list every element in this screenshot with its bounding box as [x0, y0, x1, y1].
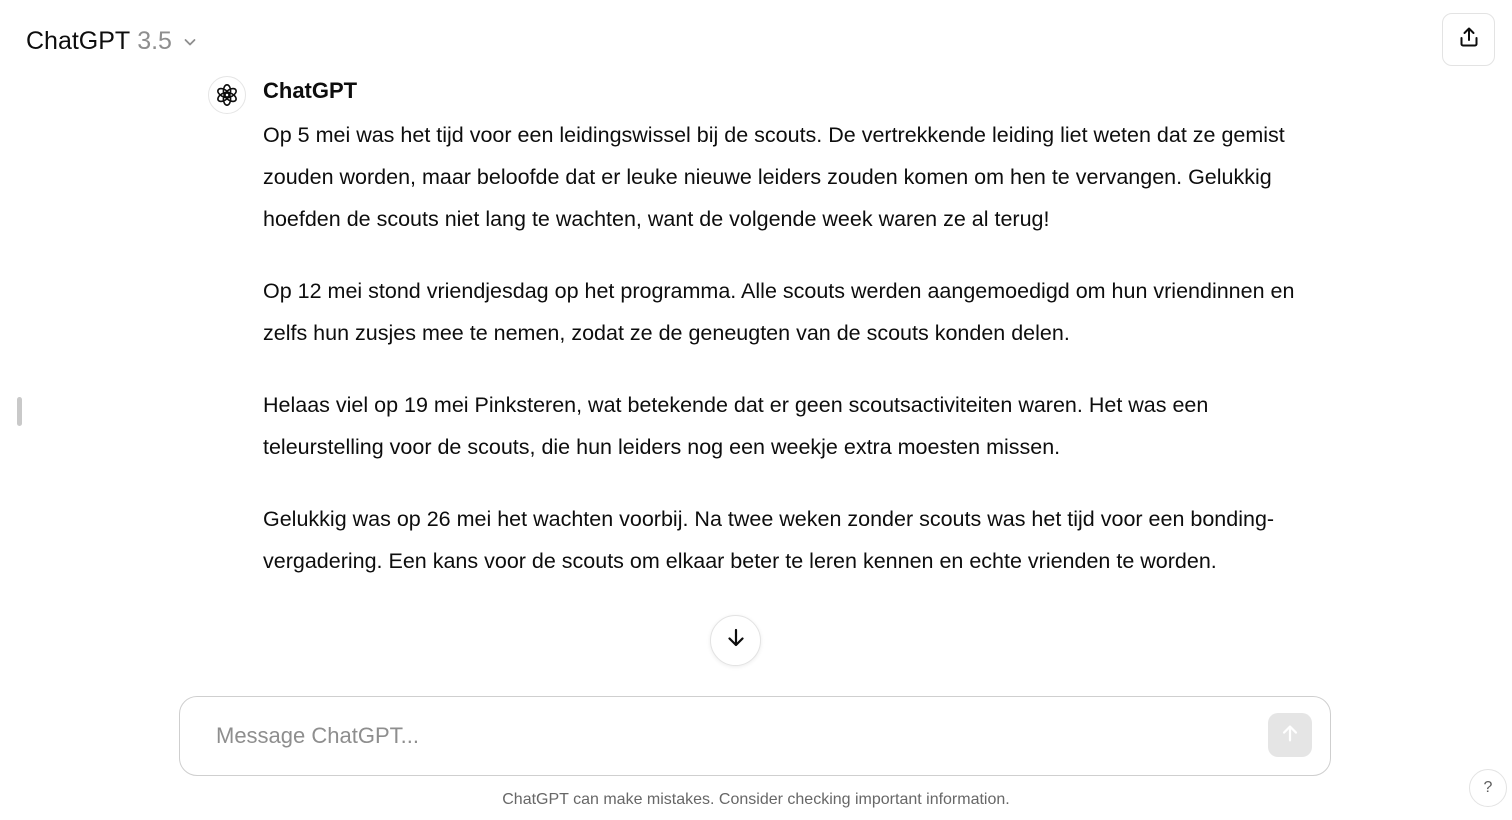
openai-logo-icon [208, 76, 246, 114]
message-composer [179, 696, 1331, 776]
message-author: ChatGPT [263, 78, 358, 103]
message-body [263, 114, 1308, 612]
message-paragraph: Op 12 mei stond vriendjesdag op het programma. Alle scouts werden aangemoedigd om hun vriendinnen en zelfs hun zusjes mee te nemen, zodat ze de geneugten van de scouts konden delen. [263, 279, 1295, 345]
message-input[interactable] [216, 697, 1246, 775]
arrow-down-icon [724, 626, 748, 655]
model-version: 3.5 [137, 26, 172, 55]
message-paragraph: Helaas viel op 19 mei Pinksteren, wat betekende dat er geen scoutsactiviteiten waren. Het was een teleurstelling voor de scouts, die hun leiders nog een weekje extra moesten missen. [263, 393, 1209, 459]
help-button[interactable]: ? [1469, 769, 1507, 807]
message-paragraph: Gelukkig was op 26 mei het wachten voorbij. Na twee weken zonder scouts was het tijd voor een bonding-vergadering. Een kans voor de scouts om elkaar beter te leren kennen en echte vrienden te worden. [263, 507, 1275, 573]
arrow-up-icon [1279, 722, 1301, 749]
message-paragraph: Op 5 mei was het tijd voor een leidingswissel bij de scouts. De vertrekkende leiding liet weten dat ze gemist zouden worden, maar beloofde dat er leuke nieuwe leiders zouden komen om hen te vervangen. Gelukkig hoefden de scouts niet lang te wachten, want de volgende week waren ze al terug! [263, 123, 1285, 231]
send-button[interactable] [1268, 713, 1312, 757]
disclaimer-text: ChatGPT can make mistakes. Consider checking important information. [502, 791, 1010, 808]
scroll-to-bottom-button[interactable] [710, 615, 761, 666]
model-name: ChatGPT [26, 26, 131, 55]
